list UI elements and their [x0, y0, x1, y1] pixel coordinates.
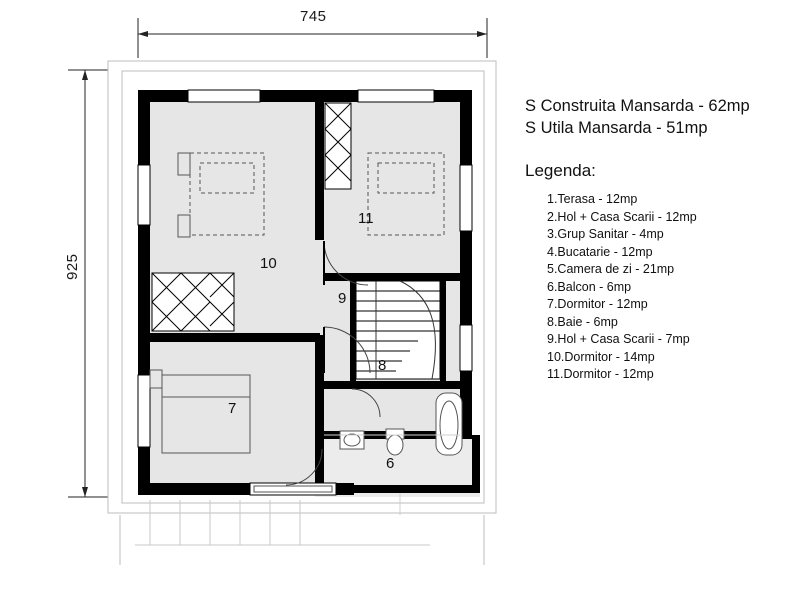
legend-item: 2.Hol + Casa Scarii - 12mp: [547, 209, 697, 224]
legend-item: 9.Hol + Casa Scarii - 7mp: [547, 332, 690, 346]
room-number-6: 6: [386, 455, 395, 472]
legend-item: 5.Camera de zi - 21mp: [547, 262, 675, 276]
legend-item: 4.Bucatarie - 12mp: [547, 244, 653, 259]
room-number-8: 8: [378, 357, 387, 374]
legend-list: [547, 191, 795, 384]
room-number-11: 11: [358, 210, 374, 227]
room-number-10: 10: [260, 255, 277, 272]
legend-item: 8.Baie - 6mp: [547, 314, 618, 329]
room-number-9: 9: [338, 290, 347, 307]
plan-svg: [100, 45, 510, 565]
staircase: [356, 281, 440, 379]
legend-item: 7.Dormitor - 12mp: [547, 297, 648, 311]
legend-item: 3.Grup Sanitar - 4mp: [547, 227, 664, 241]
room-number-7: 7: [228, 400, 237, 417]
dimension-label-top: 745: [300, 8, 327, 25]
legend-item: 10.Dormitor - 14mp: [547, 349, 655, 364]
dimension-label-left: 925: [64, 253, 81, 280]
area-built-label: S Construita Mansarda - 62mp: [525, 97, 750, 115]
legend-title: Legenda:: [525, 161, 596, 180]
legend-item: 6.Balcon - 6mp: [547, 279, 632, 294]
info-panel: [525, 95, 795, 384]
area-usable-label: S Utila Mansarda - 51mp: [525, 119, 708, 137]
legend-item: 11.Dormitor - 12mp: [547, 367, 654, 381]
floor-plan-drawing: [100, 45, 510, 565]
legend-item: 1.Terasa - 12mp: [547, 192, 638, 206]
